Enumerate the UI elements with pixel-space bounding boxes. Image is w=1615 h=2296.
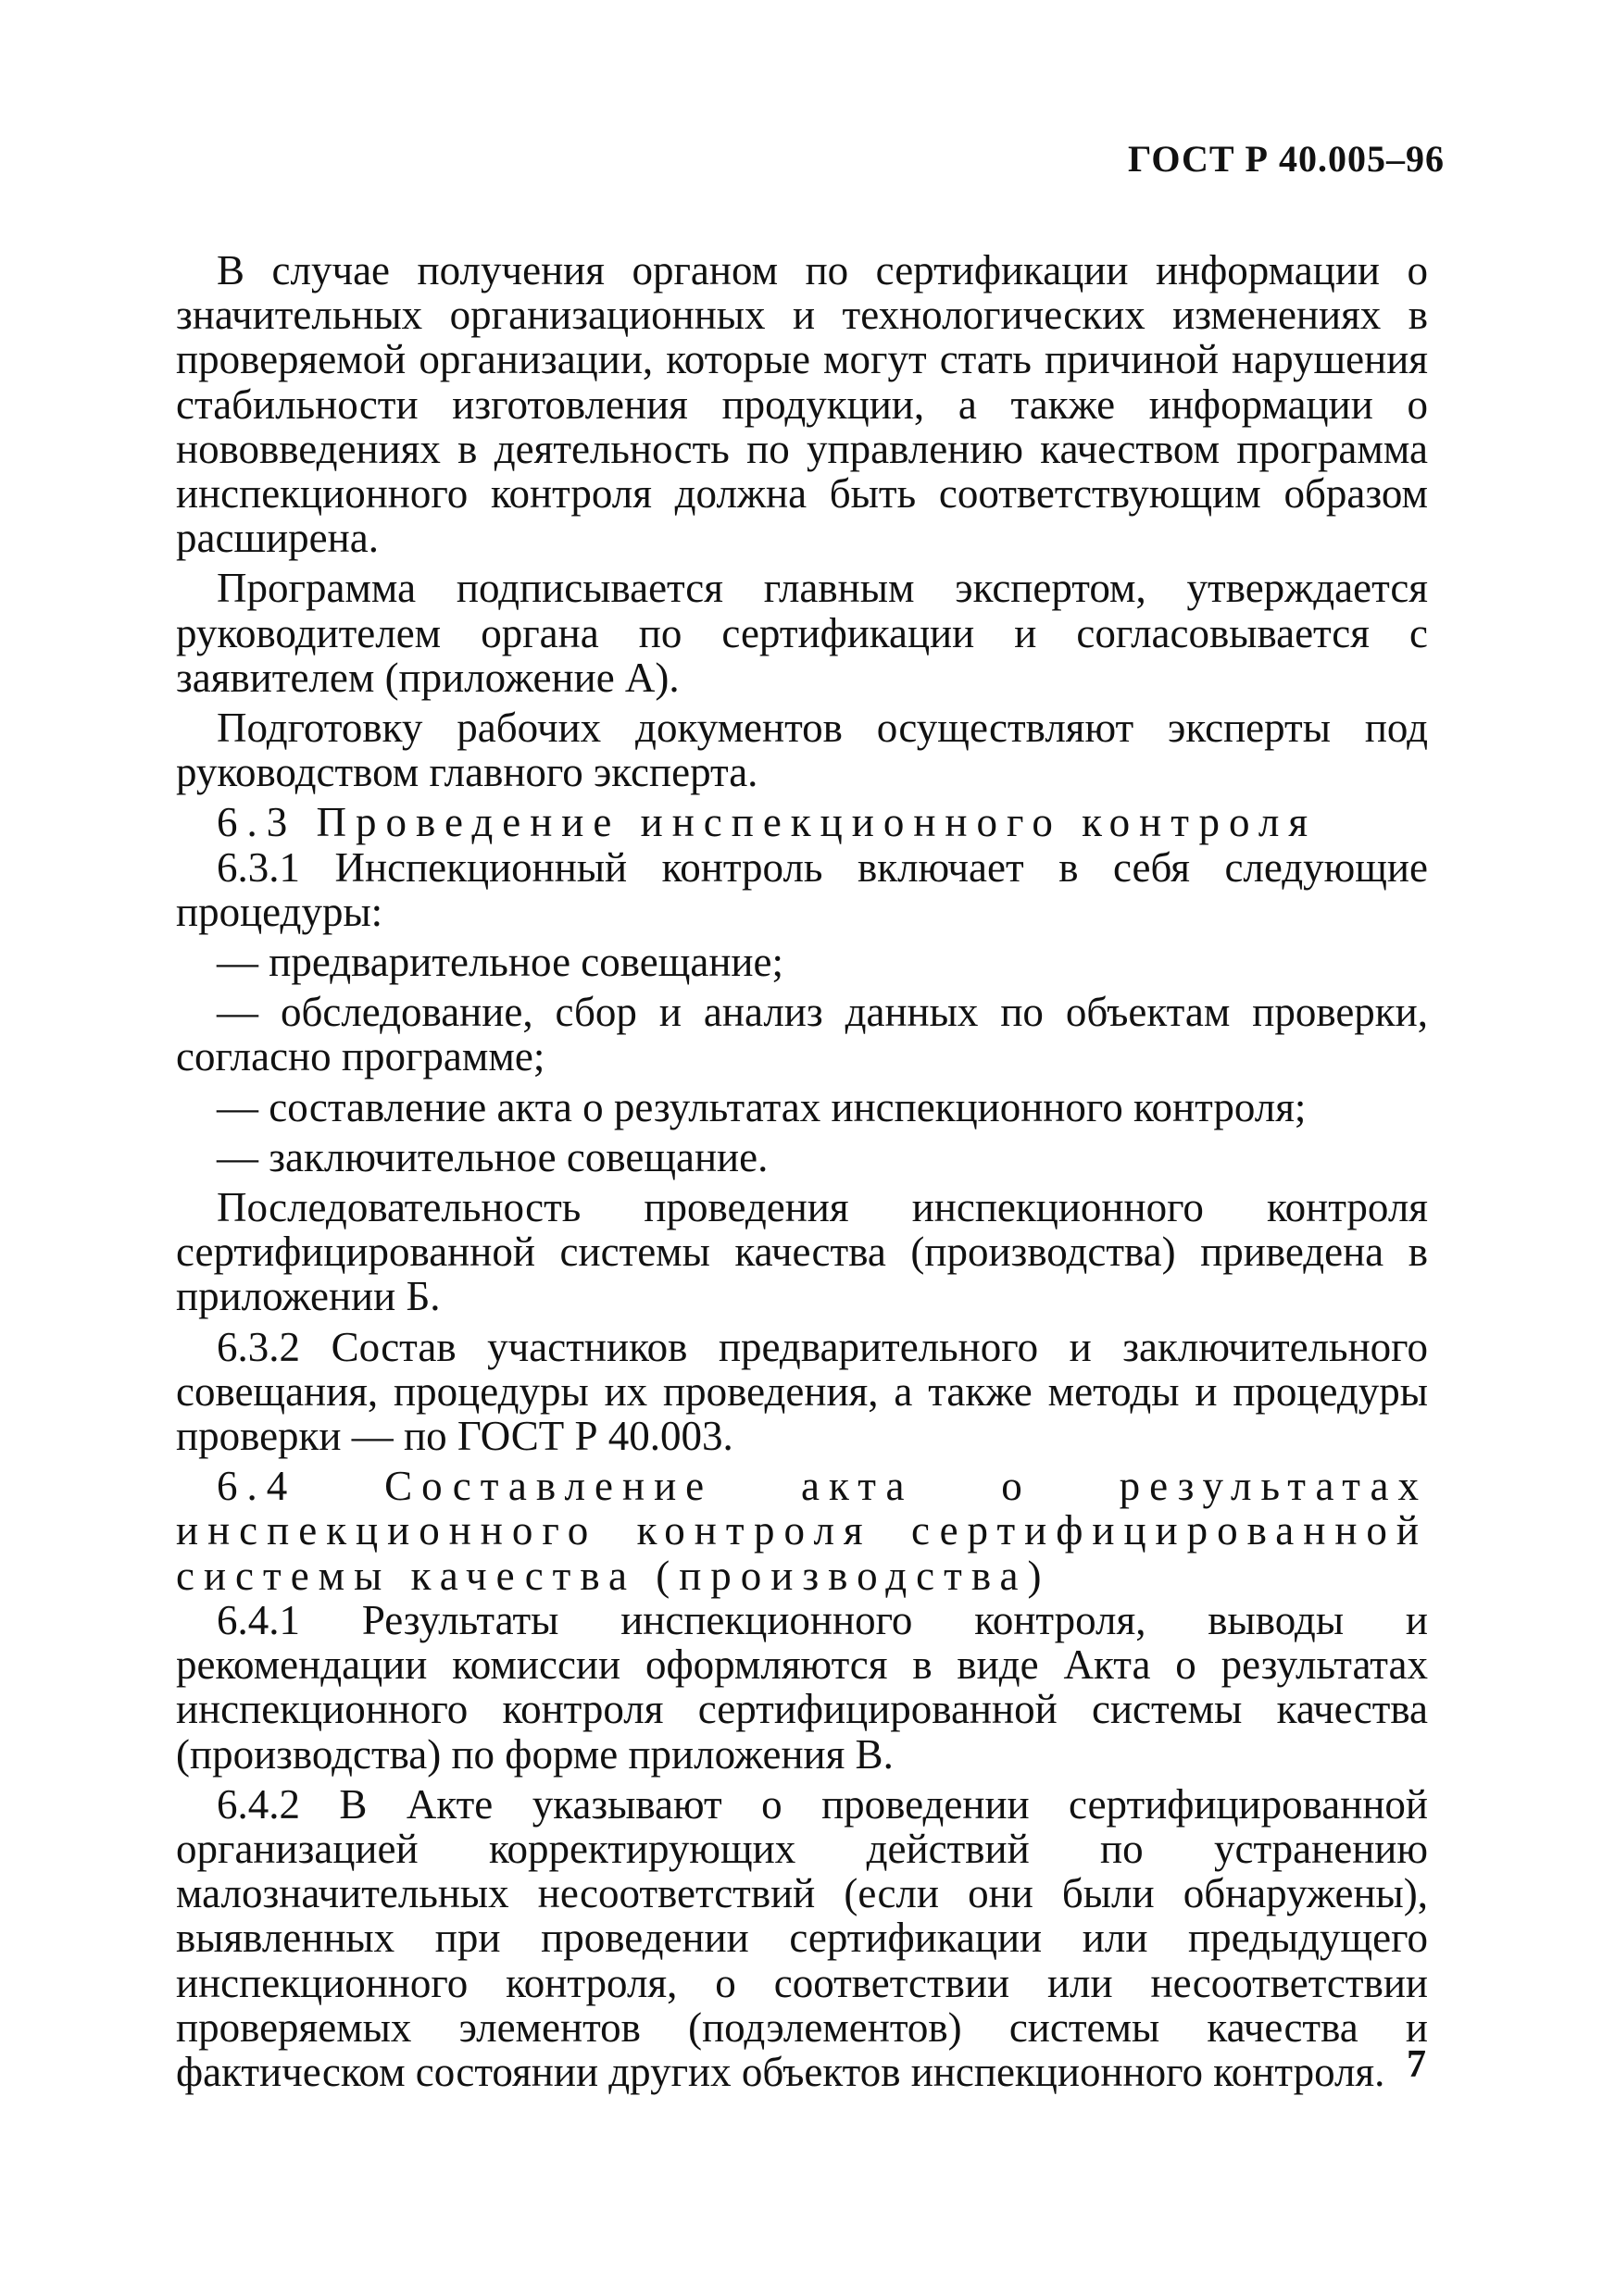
paragraph-6-4-1: 6.4.1 Результаты инспекционного контроля, выводы и рекомендации комиссии оформляются в виде Акта о результатах инспекционного контроля сертифицированной системы качества (производства) по форме приложения В. xyxy=(176,1596,1428,1778)
paragraph-program-extension: В случае получения органом по сертификации информации о значительных организационных и технологических изменениях в проверяемой организации, которые могут стать причиной нарушения стабильности изготовления продукции, а также информации о нововведениях в деятельность по управлению качеством программа инспекционного контроля должна быть соответствующим образом расширена. xyxy=(176,247,1428,562)
document-body xyxy=(176,248,1428,2094)
paragraph-6-4-2: 6.4.2 В Акте указывают о проведении сертифицированной организацией корректирующих действий по устранению малозначительных несоответствий (если они были обнаружены), выявленных при проведении сертификации или предыдущего инспекционного контроля, о соответствии или несоответствии проверяемых элементов (подэлементов) системы качества и фактическом состоянии других объектов инспекционного контроля. xyxy=(176,1780,1428,2095)
paragraph-program-signing: Программа подписывается главным экспертом, утверждается руководителем органа по сертификации и согласовывается с заявителем (приложение А). xyxy=(176,565,1428,701)
list-item-preliminary-meeting: — предварительное совещание; xyxy=(217,939,783,986)
page-number: 7 xyxy=(1407,2043,1426,2086)
paragraph-work-documents: Подготовку рабочих документов осуществляют эксперты под руководством главного эксперта. xyxy=(176,705,1428,796)
list-item-final-meeting: — заключительное совещание. xyxy=(217,1133,769,1180)
list-item-act-compilation: — составление акта о результатах инспекционного контроля; xyxy=(217,1083,1307,1130)
section-heading-6-4: 6.4 Составление акта о результатах инспекционного контроля сертифицированной системы качества (производства) xyxy=(176,1463,1428,1599)
paragraph-6-3-1: 6.3.1 Инспекционный контроль включает в себя следующие процедуры: xyxy=(176,843,1428,935)
list-item-inspection: — обследование, сбор и анализ данных по объектам проверки, согласно программе; xyxy=(176,989,1428,1080)
document-code-header: ГОСТ Р 40.005–96 xyxy=(1127,138,1445,180)
section-heading-6-3: 6.3 Проведение инспекционного контроля xyxy=(217,799,1318,846)
paragraph-6-3-2: 6.3.2 Состав участников предварительного и заключительного совещания, процедуры их проведения, а также методы и процедуры проверки — по ГОСТ Р 40.003. xyxy=(176,1323,1428,1460)
paragraph-sequence: Последовательность проведения инспекционного контроля сертифицированной системы качества (производства) приведена в приложении Б. xyxy=(176,1184,1428,1320)
